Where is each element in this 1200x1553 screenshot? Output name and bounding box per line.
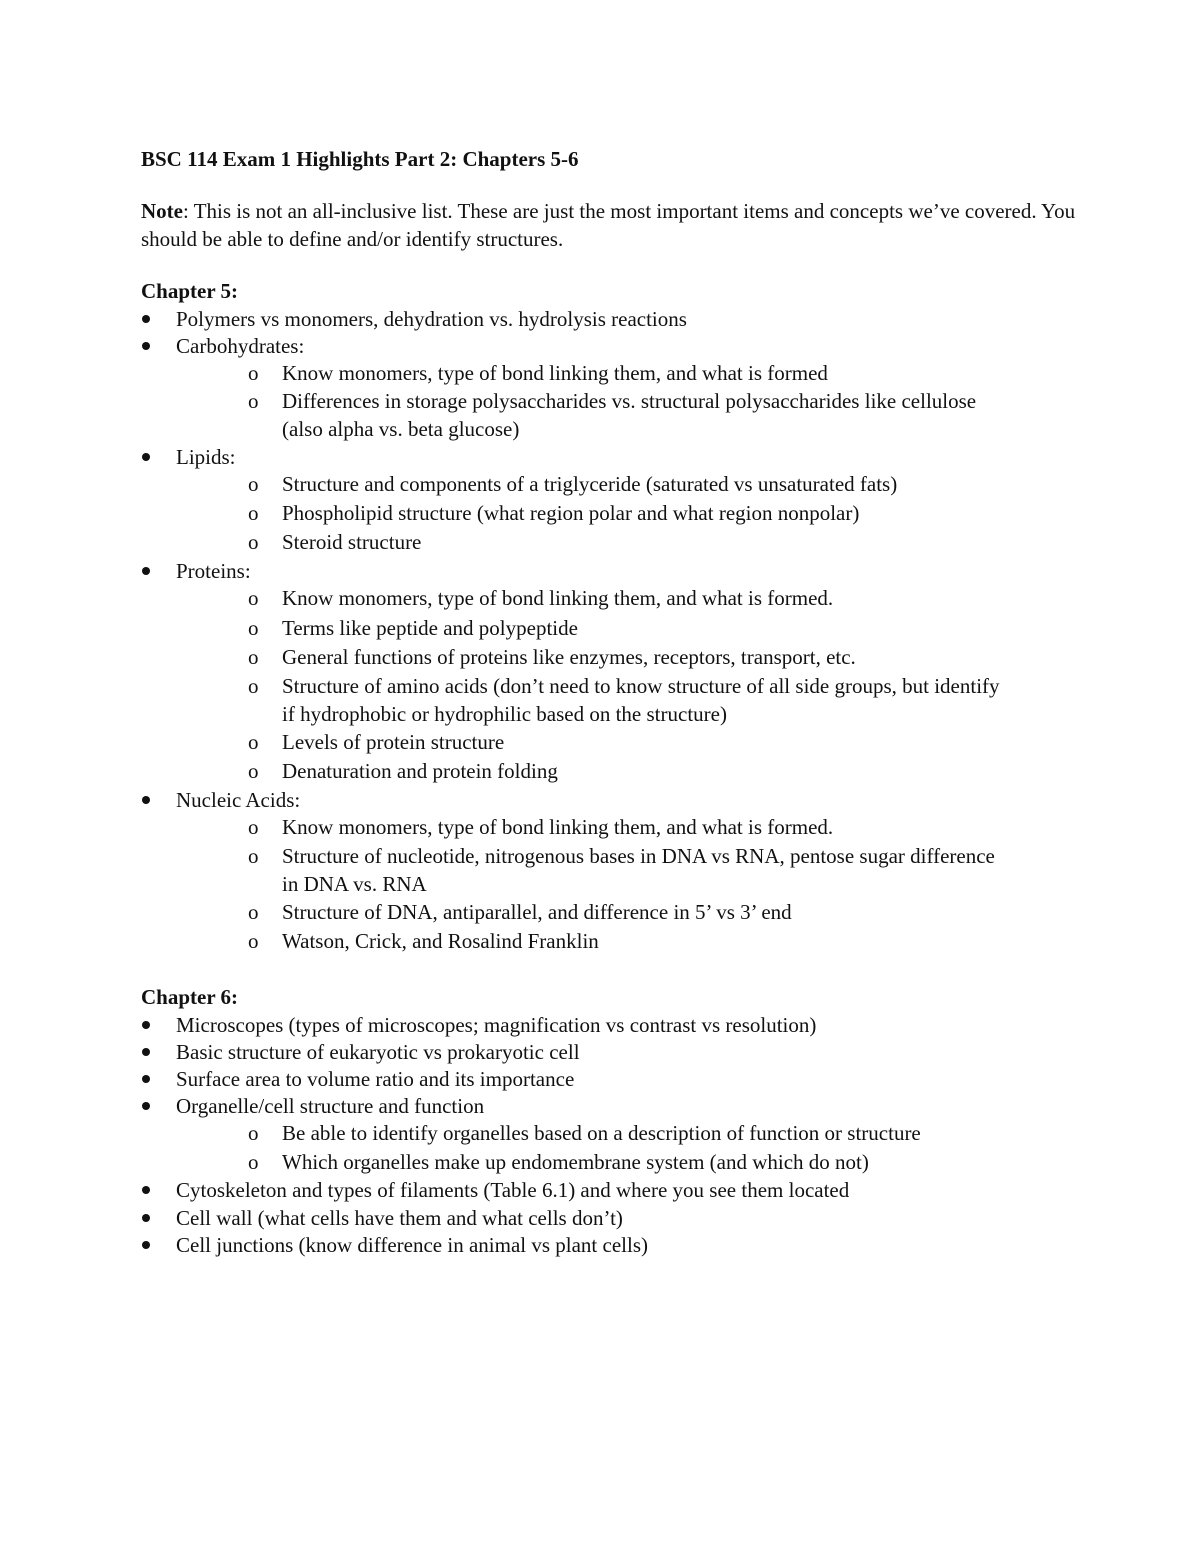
sub-bullet-icon: o [248, 844, 259, 868]
chapter-5-heading: Chapter 5: [141, 279, 239, 303]
sub-list-item: o Be able to identify organelles based on a description of function or structure [248, 1121, 921, 1145]
sub-bullet-icon: o [248, 815, 259, 839]
sub-bullet-icon: o [248, 616, 259, 640]
bullet-icon [142, 1214, 150, 1222]
sub-list-item: o Phospholipid structure (what region polar and what region nonpolar) [248, 501, 860, 525]
page-title: BSC 114 Exam 1 Highlights Part 2: Chapters 5-6 [141, 147, 579, 171]
sub-list-item: o General functions of proteins like enzymes, receptors, transport, etc. [248, 645, 856, 669]
bullet-icon [142, 1102, 150, 1110]
sub-list-item: o Which organelles make up endomembrane system (and which do not) [248, 1150, 869, 1174]
sub-list-item: o Watson, Crick, and Rosalind Franklin [248, 929, 599, 953]
bullet-icon [142, 1186, 150, 1194]
sub-bullet-icon: o [248, 361, 259, 385]
bullet-icon [142, 567, 150, 575]
sub-bullet-icon: o [248, 645, 259, 669]
sub-bullet-icon: o [248, 472, 259, 496]
bullet-icon [142, 1241, 150, 1249]
bullet-icon [142, 453, 150, 461]
sub-list-item: o Structure and components of a triglyceride (saturated vs unsaturated fats) [248, 472, 898, 496]
note-text: : This is not an all-inclusive list. These are just the most important items and concepts we’ve covered. You should be able to define and/or identify structures. [141, 199, 1076, 251]
sub-bullet-icon: o [248, 530, 259, 554]
bullet-icon [142, 1075, 150, 1083]
sub-bullet-icon: o [248, 759, 259, 783]
sub-list-item: o Steroid structure [248, 530, 422, 554]
note-label: Note [141, 199, 183, 223]
sub-list-item: o Know monomers, type of bond linking them, and what is formed. [248, 586, 834, 610]
sub-list-item: o Know monomers, type of bond linking them, and what is formed. [248, 815, 834, 839]
sub-bullet-icon: o [248, 730, 259, 754]
sub-list-item: o Know monomers, type of bond linking them, and what is formed [248, 361, 828, 385]
bullet-icon [142, 315, 150, 323]
sub-list-item: o Terms like peptide and polypeptide [248, 616, 578, 640]
bullet-icon [142, 1021, 150, 1029]
sub-bullet-icon: o [248, 1121, 259, 1145]
sub-bullet-icon: o [248, 1150, 259, 1174]
bullet-icon [142, 342, 150, 350]
sub-bullet-icon: o [248, 674, 259, 698]
sub-bullet-icon: o [248, 900, 259, 924]
sub-list-item: o Structure of DNA, antiparallel, and difference in 5’ vs 3’ end [248, 900, 792, 924]
sub-list-item: o Structure of nucleotide, nitrogenous bases in DNA vs RNA, pentose sugar difference in DNA vs. RNA [248, 844, 995, 896]
note-paragraph [141, 197, 1081, 253]
sub-list-item: o Differences in storage polysaccharides vs. structural polysaccharides like cellulose (also alpha vs. beta glucose) [248, 389, 977, 441]
sub-bullet-icon: o [248, 929, 259, 953]
chapter-6-heading: Chapter 6: [141, 985, 239, 1009]
bullet-icon [142, 1048, 150, 1056]
sub-list-item: o Structure of amino acids (don’t need to know structure of all side groups, but identify if hydrophobic or hydrophilic based on the structure) [248, 674, 1000, 726]
document-page: BSC 114 Exam 1 Highlights Part 2: Chapters 5-6 Note: This is not an all-inclusive list. These are just the most important items and concepts we’ve covered. You should be able to define and/or identify structures. Chapter 5: Polymers vs monomers, dehydration vs. hydrolysis reactions Carbohydrates: o Know monomers, type of bond linking them, and what is formed o Differences in storage polysaccharides vs. structural polysaccharides like cellulose (also alpha vs. beta glucose) Lipids: o Structure and components of a triglyceride (saturated vs unsaturated fats) o Phospholipid structure (what region polar and what region nonpolar) o Steroid structure Proteins: o Know monomers, type of bond linking them, and what is formed. o Terms like peptide and polypeptide o General functions of proteins like enzymes, receptors, transport, etc. o Structure of amino acids (don’t need to know structure of all side groups, but identify if hydrophobic or hydrophilic based on the structure) o Levels of protein structure o Denaturation and protein folding Nucleic Acids: o Know monomers, type of bond linking them, and what is formed. o Structure of nucleotide, nitrogenous bases in DNA vs RNA, pentose sugar difference in DNA vs. RNA o Structure of DNA, antiparallel, and difference in 5’ vs 3’ end o Watson, Crick, and Rosalind Franklin Chapter 6: Microscopes (types of microscopes; magnification vs contrast vs resolution) Basic structure of eukaryotic vs prokaryotic cell Surface area to volume ratio and its importance Organelle/cell structure and function o Be able to identify organelles based on a description of function or structure o Which organelles make up endomembrane system (and which do not) Cytoskeleton and types of filaments (Table 6.1) and where you see them located Cell wall (what cells have them and what cells don’t) Cell junctions (know difference in animal vs plant cells) [0, 0, 1200, 1553]
sub-bullet-icon: o [248, 389, 259, 413]
bullet-icon [142, 796, 150, 804]
sub-bullet-icon: o [248, 586, 259, 610]
sub-list-item: o Levels of protein structure [248, 730, 505, 754]
sub-list-item: o Denaturation and protein folding [248, 759, 558, 783]
sub-bullet-icon: o [248, 501, 259, 525]
